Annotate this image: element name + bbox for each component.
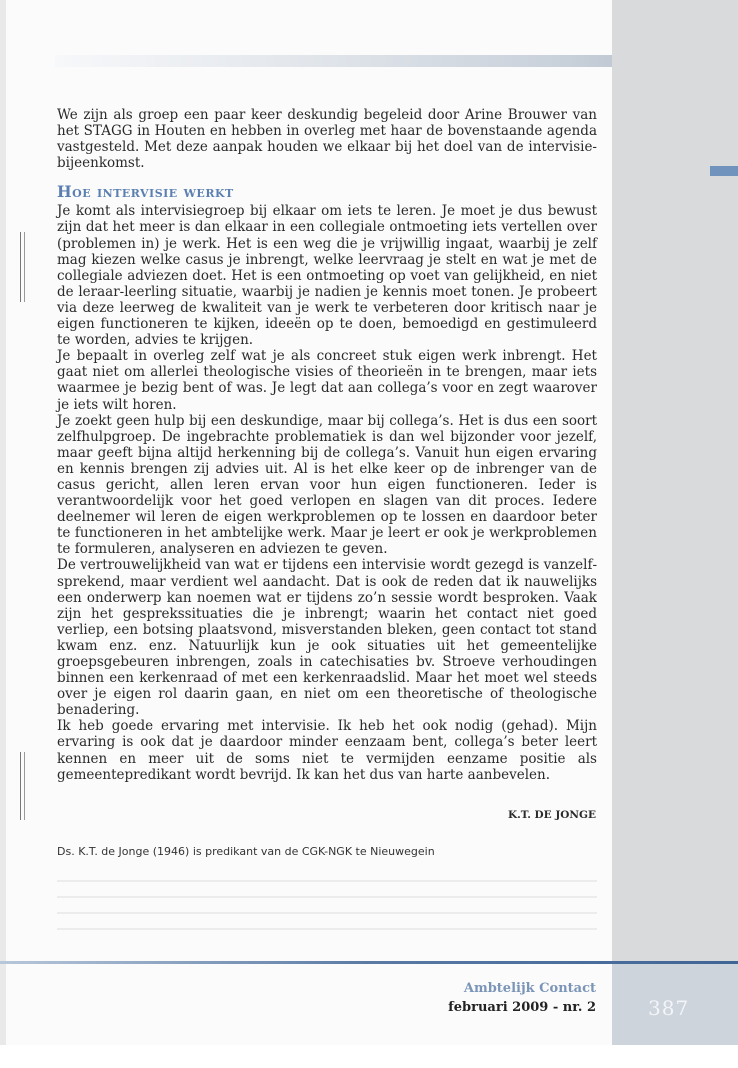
scan-margin xyxy=(0,1045,738,1068)
author-signature: K.T. DE JONGE xyxy=(508,809,596,821)
body-paragraph: Je komt als intervisiegroep bij elkaar om iets te leren. Je moet je dus bewust zijn dat het meer is dan elkaar in een collegiale ontmoeting iets vertellen over (problemen in) je werk. Het is een weg die je vrijwillig ingaat, waarbij je zelf mag kiezen welke casus je inbrengt, welke leervraag je stelt en wat je met de collegiale adviezen doet. Het is een ontmoeting op voet van gelijkheid, en niet de leraar-leerling situatie, waarbij je nadien je kennis moet tonen. Je probeert via deze leerweg de kwaliteit van je werk te verbeteren door kritisch naar je eigen functioneren te kijken, ideeën op te doen, bemoedigd en gestimuleerd te worden, advies te krijgen. xyxy=(57,203,597,349)
body-paragraph: Je zoekt geen hulp bij een deskundige, maar bij collega’s. Het is dus een soort zelfhulpgroep. De ingebrachte problematiek is dan wel bijzonder voor jezelf, maar geeft bijna altijd herkenning bij de collega’s. Vanuit hun eigen ervaring en kennis brengen zij advies uit. Al is het elke keer op de inbrenger van de casus gericht, allen leren ervan voor hun eigen functioneren. Ieder is verantwoordelijk voor het goed verlopen en slagen van dit proces. Iedere deelnemer wil leren de eigen werkproblemen op te lossen en daardoor beter te functioneren in het ambtelijke werk. Maar je leert er ook je werkproblemen te formuleren, analyseren en adviezen te geven. xyxy=(57,412,597,558)
magazine-title: Ambtelijk Contact xyxy=(463,981,596,996)
right-sidebar-strip xyxy=(612,0,738,1045)
magazine-issue: februari 2009 - nr. 2 xyxy=(448,1000,596,1015)
article-body xyxy=(57,107,597,783)
show-through-line xyxy=(57,880,597,882)
intro-paragraph: We zijn als groep een paar keer deskundig begeleid door Arine Brouwer van het STAGG in Houten en hebben in overleg met haar de bovenstaande agenda vastgesteld. Met deze aanpak houden we elkaar bij het doel van de intervisie-bijeenkomst. xyxy=(57,107,597,172)
show-through-line xyxy=(57,912,597,914)
section-heading: Hoe intervisie werkt xyxy=(57,182,234,202)
staple-mark-bottom xyxy=(20,752,25,820)
show-through-line xyxy=(57,896,597,898)
show-through-line xyxy=(57,928,597,930)
staple-mark-top xyxy=(20,232,25,302)
body-paragraph: Je bepaalt in overleg zelf wat je als concreet stuk eigen werk inbrengt. Het gaat niet om allerlei theologische visies of theorieën in te brengen, maar iets waarmee je bezig bent of was. Je legt dat aan collega’s voor en zegt waarover je iets wilt horen. xyxy=(57,348,597,413)
body-paragraph: Ik heb goede ervaring met intervisie. Ik heb het ook nodig (gehad). Mijn ervaring is ook dat je daardoor minder eenzaam bent, collega’s beter leert kennen en meer uit de soms niet te vermijden eenzame positie als gemeentepredikant wordt bevrijd. Ik kan het dus van harte aanbevelen. xyxy=(57,718,597,783)
page-left-edge xyxy=(0,0,6,1045)
author-bio: Ds. K.T. de Jonge (1946) is predikant van de CGK-NGK te Nieuwegein xyxy=(57,845,435,858)
page-number: 387 xyxy=(648,996,690,1020)
sidebar-tab-marker xyxy=(710,166,738,176)
body-paragraph: De vertrouwelijkheid van wat er tijdens een intervisie wordt gezegd is vanzelfsprekend, maar verdient wel aandacht. Dat is ook de reden dat ik nauwelijks een onderwerp kan noemen wat er tijdens zo’n sessie wordt besproken. Vaak zijn het gesprekssituaties die je inbrengt; waarin het contact niet goed verliep, een botsing plaatsvond, misverstanden bleken, geen contact tot stand kwam enz. enz. Natuurlijk kun je ook situaties uit het gemeentelijke groepsgebeuren inbrengen, zoals in catechisaties bv. Stroeve verhoudingen binnen een kerkenraad of met een kerkenraadslid. Maar het moet wel steeds over je eigen rol daarin gaan, en niet om een theoretische of theologische benadering. xyxy=(57,557,597,719)
